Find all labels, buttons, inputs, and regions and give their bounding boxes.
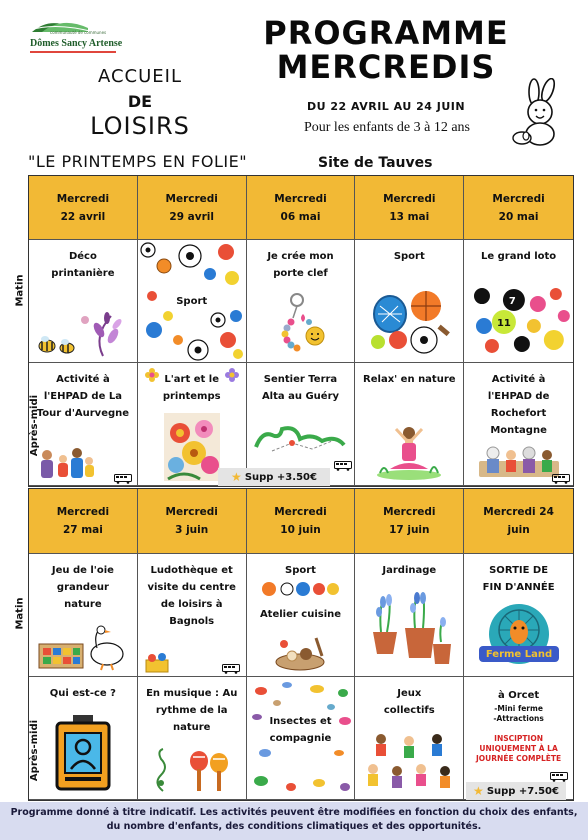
activity-cell (138, 677, 247, 800)
side-label-apres-midi-2: Après-midi (29, 719, 41, 782)
accueil-line-1: ACCUEIL (97, 66, 183, 87)
day-header: Mercredi 27 mai (29, 489, 138, 554)
schedule-grid-1 (28, 175, 574, 487)
bus-icon (334, 461, 352, 471)
park-name: Ferme Land (485, 649, 552, 660)
star-icon: ★ (473, 784, 484, 798)
activity-label-extra: Atelier cuisine (259, 609, 342, 620)
bus-icon (552, 474, 570, 484)
goose-game-icon (29, 624, 137, 672)
yoga-icon (355, 423, 463, 481)
activity-cell (138, 240, 247, 363)
activity-cell (247, 554, 356, 677)
bunny-icon (506, 78, 576, 150)
day-header: Mercredi 29 avril (138, 176, 247, 240)
activity-label: Le grand loto (481, 251, 557, 262)
bus-icon (550, 772, 568, 782)
sport-equipment-icon (355, 284, 463, 358)
sport-items-icon (259, 580, 343, 598)
activity-cell (355, 677, 464, 800)
music-maracas-icon (138, 747, 246, 795)
activity-cell (247, 677, 356, 800)
loto-balls-icon (464, 282, 573, 358)
activity-cell (355, 240, 464, 363)
activity-label: Insectes et compagnie (269, 716, 332, 744)
accueil-line-2: DE (127, 92, 153, 111)
kids-playing-icon (355, 731, 463, 795)
day-header: Mercredi 22 avril (29, 176, 138, 240)
activity-label: à Orcet (498, 690, 540, 701)
schedule-grid-2 (28, 488, 574, 801)
supplement-badge: ★ Supp +7.50€ (466, 782, 566, 800)
svg-text:7: 7 (509, 296, 517, 308)
activity-label: Sport (393, 251, 425, 262)
activity-cell (138, 554, 247, 677)
star-icon: ★ (231, 470, 242, 484)
date-range: DU 22 AVRIL AU 24 JUIN (306, 100, 466, 113)
theme-title: "LE PRINTEMPS EN FOLIE" (28, 152, 248, 171)
activity-label: L'art et le printemps (162, 374, 221, 402)
ferme-land-logo (464, 602, 573, 672)
supplement-badge: ★ Supp +3.50€ (218, 468, 330, 486)
flower-pots-icon (355, 592, 463, 672)
day-header: Mercredi 13 mai (355, 176, 464, 240)
accueil-line-3: LOISIRS (90, 112, 190, 140)
activity-label: Jeux collectifs (383, 688, 435, 716)
bus-icon (222, 664, 240, 674)
day-header: Mercredi 24 juin (464, 489, 573, 554)
bus-icon (114, 474, 132, 484)
activity-label: Jeu de l'oie grandeur nature (51, 565, 114, 610)
activity-label: Sport (285, 565, 316, 576)
activity-cell (29, 554, 138, 677)
title-mercredis: MERCREDIS (276, 48, 496, 86)
activity-label: Ludothèque et visite du centre de loisirs à Bagnols (147, 565, 236, 627)
orcet-detail: -Attractions (493, 714, 544, 723)
activity-label: Relax' en nature (363, 374, 456, 385)
day-header: Mercredi 06 mai (247, 176, 356, 240)
activity-label: Déco printanière (51, 251, 115, 279)
day-header: Mercredi 10 juin (247, 489, 356, 554)
activity-cell (355, 554, 464, 677)
activity-cell (464, 240, 573, 363)
activity-label: Activité à l'EHPAD de La Tour d'Aurvegne (36, 374, 130, 419)
site-name: Site de Tauves (318, 155, 433, 171)
activity-cell (464, 363, 573, 486)
activity-label: SORTIE DE FIN D'ANNÉE (482, 565, 555, 593)
activity-cell (29, 363, 138, 486)
activity-label: Sport (176, 295, 208, 307)
cooking-icon (247, 632, 355, 672)
logo-name: Dômes Sancy Artense (30, 38, 123, 49)
guess-who-card-icon (29, 715, 137, 795)
activity-label: Sentier Terra Alta au Guéry (261, 374, 340, 402)
flower-icon (144, 367, 160, 383)
day-header: Mercredi 17 juin (355, 489, 464, 554)
side-label-matin-2: Matin (14, 597, 26, 630)
day-header: Mercredi 3 juin (138, 489, 247, 554)
trail-map-icon (247, 421, 355, 457)
keychain-icon (247, 292, 355, 358)
activity-cell (29, 240, 138, 363)
logo (18, 16, 128, 62)
orcet-detail: -Mini ferme (494, 704, 543, 713)
activity-label: Activité à l'EHPAD de Rochefort Montagne (487, 374, 550, 436)
svg-text:11: 11 (497, 317, 512, 329)
activity-cell (29, 677, 138, 800)
inscription-note: INSCIPTION UNIQUEMENT À LA JOURNÉE COMPLÈTE (476, 734, 562, 763)
flowers-bees-icon (29, 306, 137, 358)
footer-note: Programme donné à titre indicatif. Les activités peuvent être modifiées en fonction du choix des enfants, du nombre d'enfants, des conditions climatiques et des opportunités. (0, 802, 588, 840)
side-label-apres-midi-1: Après-midi (29, 394, 41, 457)
activity-cell (464, 554, 573, 677)
activity-label: Qui est-ce ? (49, 688, 116, 699)
flower-icon (224, 367, 240, 383)
activity-label: Je crée mon porte clef (267, 251, 334, 279)
side-label-matin-1: Matin (14, 274, 26, 307)
activity-label: Jardinage (382, 565, 437, 576)
title-programme: PROGRAMME (263, 14, 509, 52)
logo-underline (30, 51, 116, 53)
activity-cell (355, 363, 464, 486)
day-header: Mercredi 20 mai (464, 176, 573, 240)
age-range: Pour les enfants de 3 à 12 ans (303, 120, 471, 135)
activity-label: En musique : Au rythme de la nature (146, 688, 238, 733)
activity-cell (247, 240, 356, 363)
logo-small-text: communauté de communes (50, 30, 107, 35)
